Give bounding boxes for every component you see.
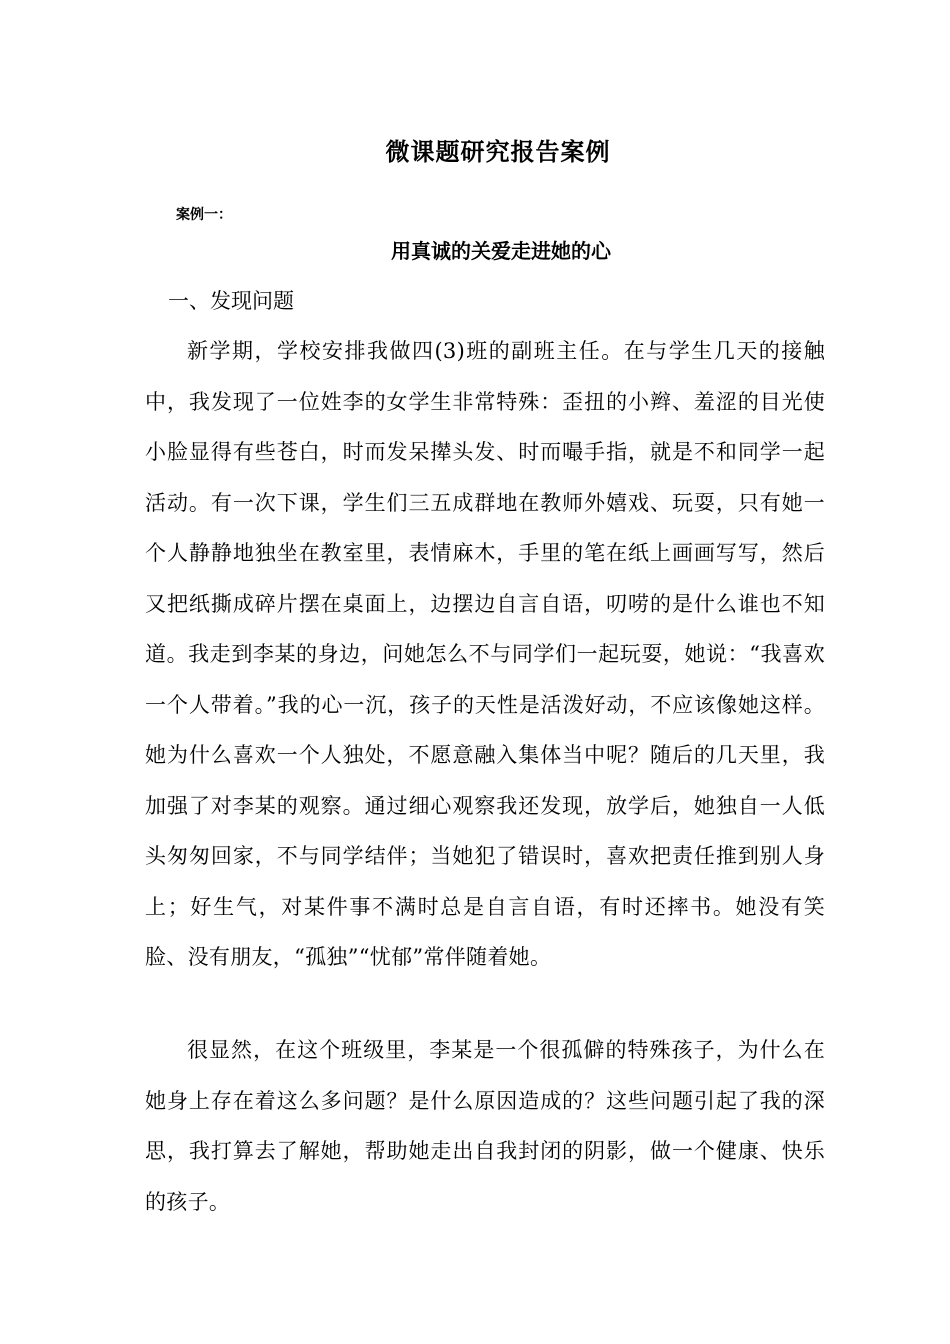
case-title: 用真诚的关爱走进她的心 xyxy=(391,239,611,263)
case-label: 案例一： xyxy=(176,207,232,223)
document-title: 微课题研究报告案例 xyxy=(385,138,611,166)
body-paragraph: 新学期，学校安排我做四(3)班的副班主任。在与学生几天的接触中，我发现了一位姓李的女学生非常特殊：歪扭的小辫、羞涩的目光使小脸显得有些苍白，时而发呆撵头发、时而嘬手指，就是不和同学一起活动。有一次下课，学生们三五成群地在教师外嬉戏、玩耍，只有她一个人静静地独坐在教室里，表情麻木，手里的笔在纸上画画写写，然后又把纸撕成碎片摆在桌面上，边摆边自言自语，叨唠的是什么谁也不知道。我走到李某的身边，问她怎么不与同学们一起玩耍，她说：“我喜欢一个人带着。”我的心一沉，孩子的天性是活泼好动，不应该像她这样。她为什么喜欢一个人独处，不愿意融入集体当中呢？随后的几天里，我加强了对李某的观察。通过细心观察我还发现，放学后，她独自一人低头匆匆回家，不与同学结伴；当她犯了错误时，喜欢把责任推到别人身上；好生气，对某件事不满时总是自言自语，有时还摔书。她没有笑脸、没有朋友，“孤独”“忧郁”常伴随着她。 xyxy=(145,339,825,969)
body-paragraph: 很显然，在这个班级里，李某是一个很孤僻的特殊孩子，为什么在她身上存在着这么多问题？是什么原因造成的？这些问题引起了我的深思，我打算去了解她，帮助她走出自我封闭的阴影，做一个健康、快乐的孩子。 xyxy=(145,1038,825,1214)
section-heading: 一、发现问题 xyxy=(168,289,294,313)
